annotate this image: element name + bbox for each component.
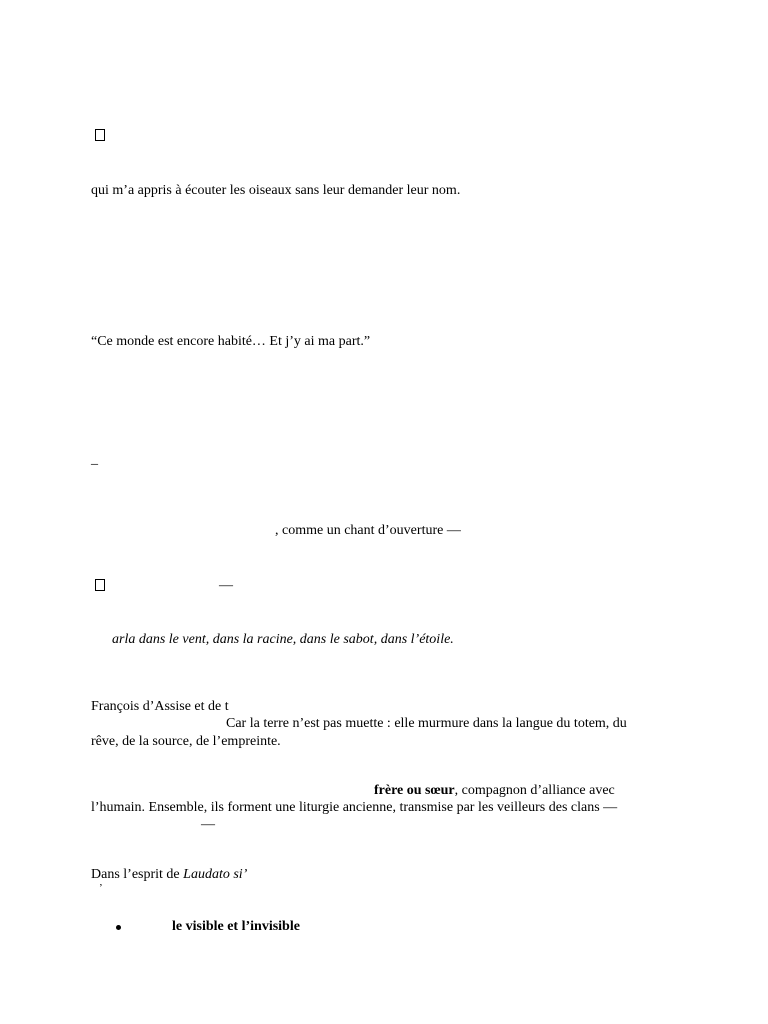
text-line-laudato (91, 866, 247, 883)
text-line-liturgie: l’humain. Ensemble, ils forment une liturgie ancienne, transmise par les veilleurs des clans — (91, 800, 618, 815)
bullet-dot-icon (116, 925, 121, 930)
text-line-francois: François d’Assise et de t (91, 699, 229, 714)
underscore-mark: _ (91, 452, 98, 467)
text-line-terre: Car la terre n’est pas muette : elle murmure dans la langue du totem, du (226, 716, 627, 731)
italic-laudato-si: Laudato si’ (183, 867, 248, 882)
missing-glyph-box-icon (95, 129, 105, 141)
text-line-frere (374, 782, 615, 799)
text-esprit: Dans l’esprit de (91, 867, 184, 882)
text-compagnon: , compagnon d’alliance avec (454, 783, 615, 798)
bullet-item-visible: le visible et l’invisible (172, 919, 300, 934)
dash-mark-2: — (201, 817, 215, 832)
quote-line: “Ce monde est encore habité… Et j’y ai ma part.” (91, 334, 371, 349)
dash-mark: — (219, 578, 233, 593)
bold-frere-ou-soeur: frère ou sœur (374, 783, 455, 798)
text-line-oiseaux: qui m’a appris à écouter les oiseaux sans leur demander leur nom. (91, 183, 461, 198)
apostrophe-mark: ’ (99, 882, 103, 894)
text-line-reve: rêve, de la source, de l’empreinte. (91, 734, 281, 749)
italic-line-vent: arla dans le vent, dans la racine, dans le sabot, dans l’étoile. (112, 632, 454, 647)
text-line-chant: , comme un chant d’ouverture — (275, 523, 461, 538)
missing-glyph-box-icon (95, 579, 105, 591)
